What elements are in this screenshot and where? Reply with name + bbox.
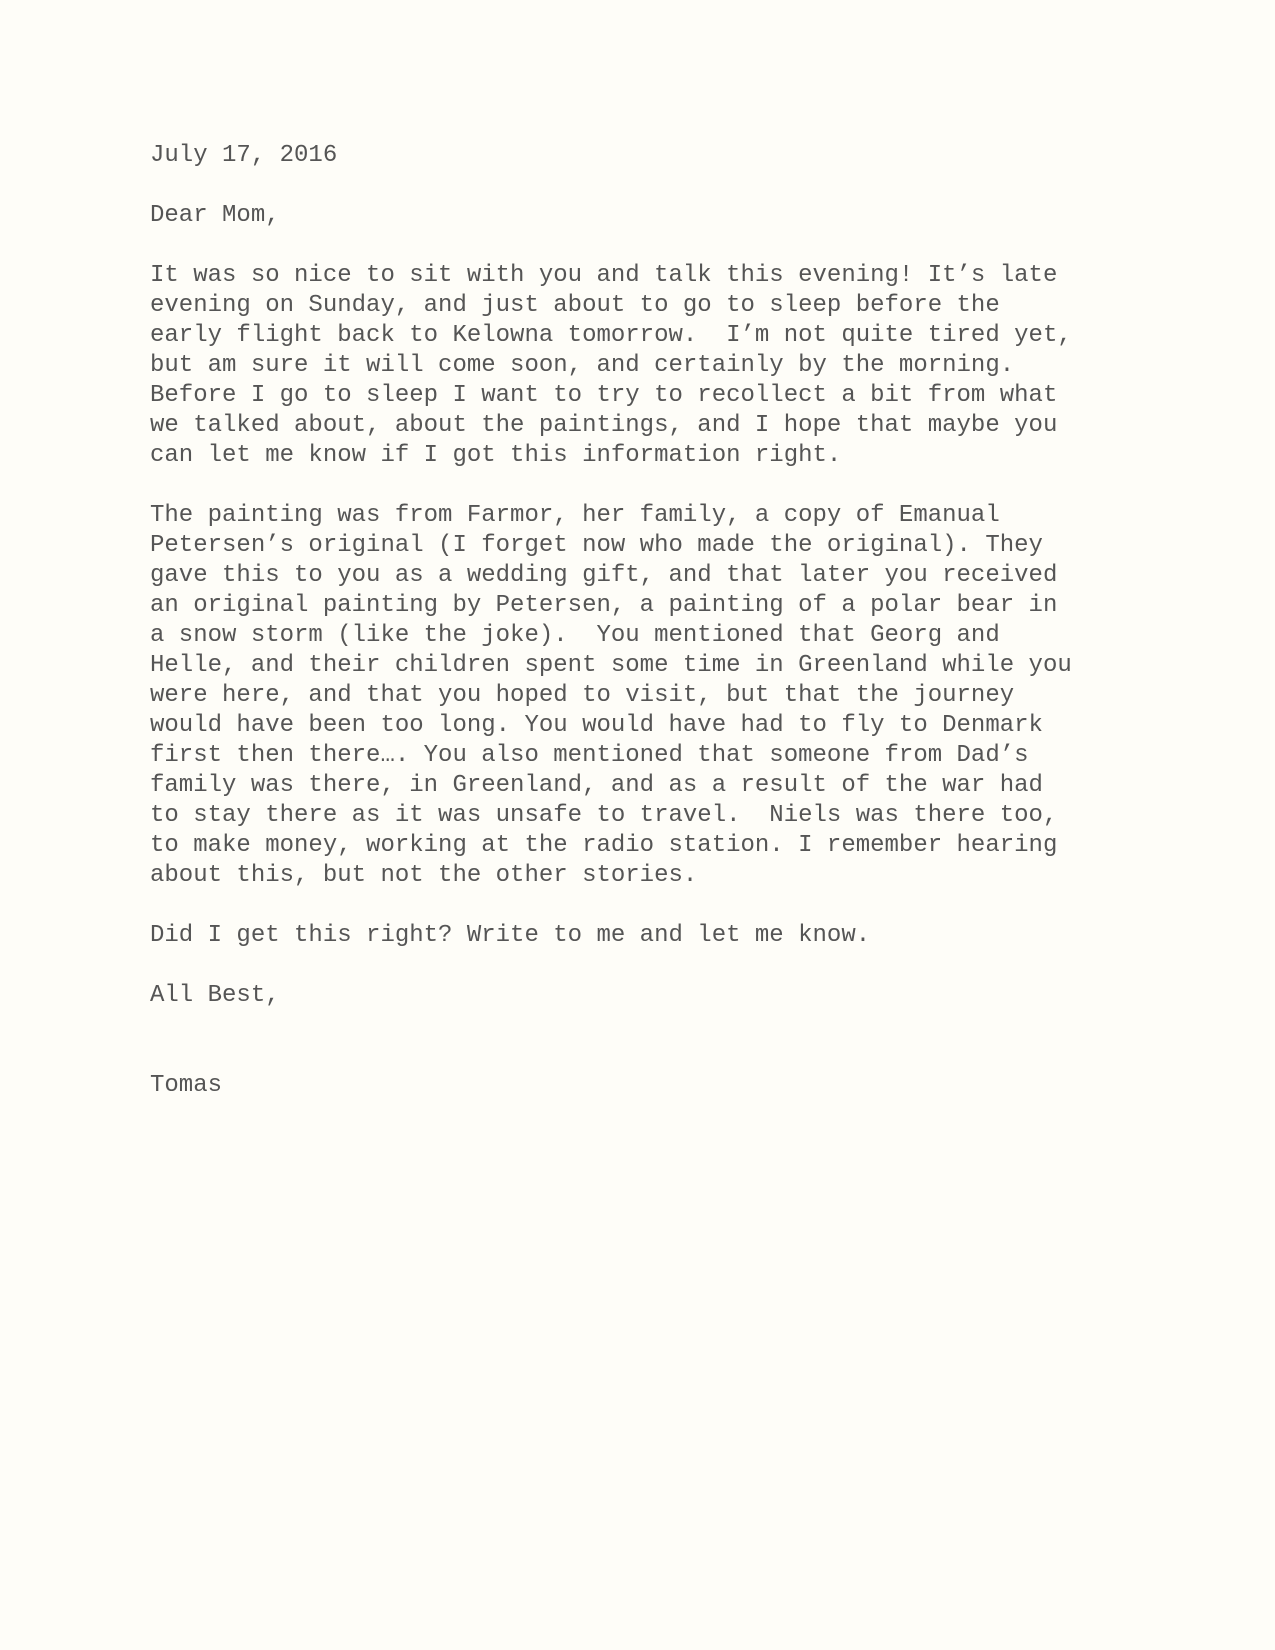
paragraph-line: about this, but not the other stories.	[150, 862, 698, 889]
paragraph-line: evening on Sunday, and just about to go to sleep before the	[150, 292, 1000, 319]
letter-question: Did I get this right? Write to me and let me know.	[150, 922, 871, 949]
letter-closing: All Best,	[150, 982, 280, 1009]
paragraph-line: to make money, working at the radio station. I remember hearing	[150, 832, 1058, 859]
paragraph-line: Petersen’s original (I forget now who made the original). They	[150, 532, 1043, 559]
paragraph-line: Before I go to sleep I want to try to recollect a bit from what	[150, 382, 1058, 409]
paragraph-line: The painting was from Farmor, her family, a copy of Emanual	[150, 502, 1000, 529]
paragraph-line: first then there…. You also mentioned that someone from Dad’s	[150, 742, 1029, 769]
paragraph-line: gave this to you as a wedding gift, and that later you received	[150, 562, 1058, 589]
paragraph-line: can let me know if I got this information right.	[150, 442, 842, 469]
letter-greeting: Dear Mom,	[150, 202, 280, 229]
paragraph-line: early flight back to Kelowna tomorrow. I’m not quite tired yet,	[150, 322, 1072, 349]
letter-date: July 17, 2016	[150, 142, 338, 169]
paragraph-line: to stay there as it was unsafe to travel. Niels was there too,	[150, 802, 1058, 829]
paragraph-line: family was there, in Greenland, and as a result of the war had	[150, 772, 1043, 799]
paragraph-line: were here, and that you hoped to visit, but that the journey	[150, 682, 1015, 709]
paragraph-line: an original painting by Petersen, a painting of a polar bear in	[150, 592, 1058, 619]
paragraph-line: Helle, and their children spent some time in Greenland while you	[150, 652, 1072, 679]
paragraph-line: but am sure it will come soon, and certainly by the morning.	[150, 352, 1015, 379]
letter-signature: Tomas	[150, 1072, 223, 1099]
paragraph-line: we talked about, about the paintings, and I hope that maybe you	[150, 412, 1058, 439]
paragraph-line: a snow storm (like the joke). You mentioned that Georg and	[150, 622, 1000, 649]
paragraph-line: It was so nice to sit with you and talk this evening! It’s late	[150, 262, 1058, 289]
paragraph-line: would have been too long. You would have had to fly to Denmark	[150, 712, 1043, 739]
